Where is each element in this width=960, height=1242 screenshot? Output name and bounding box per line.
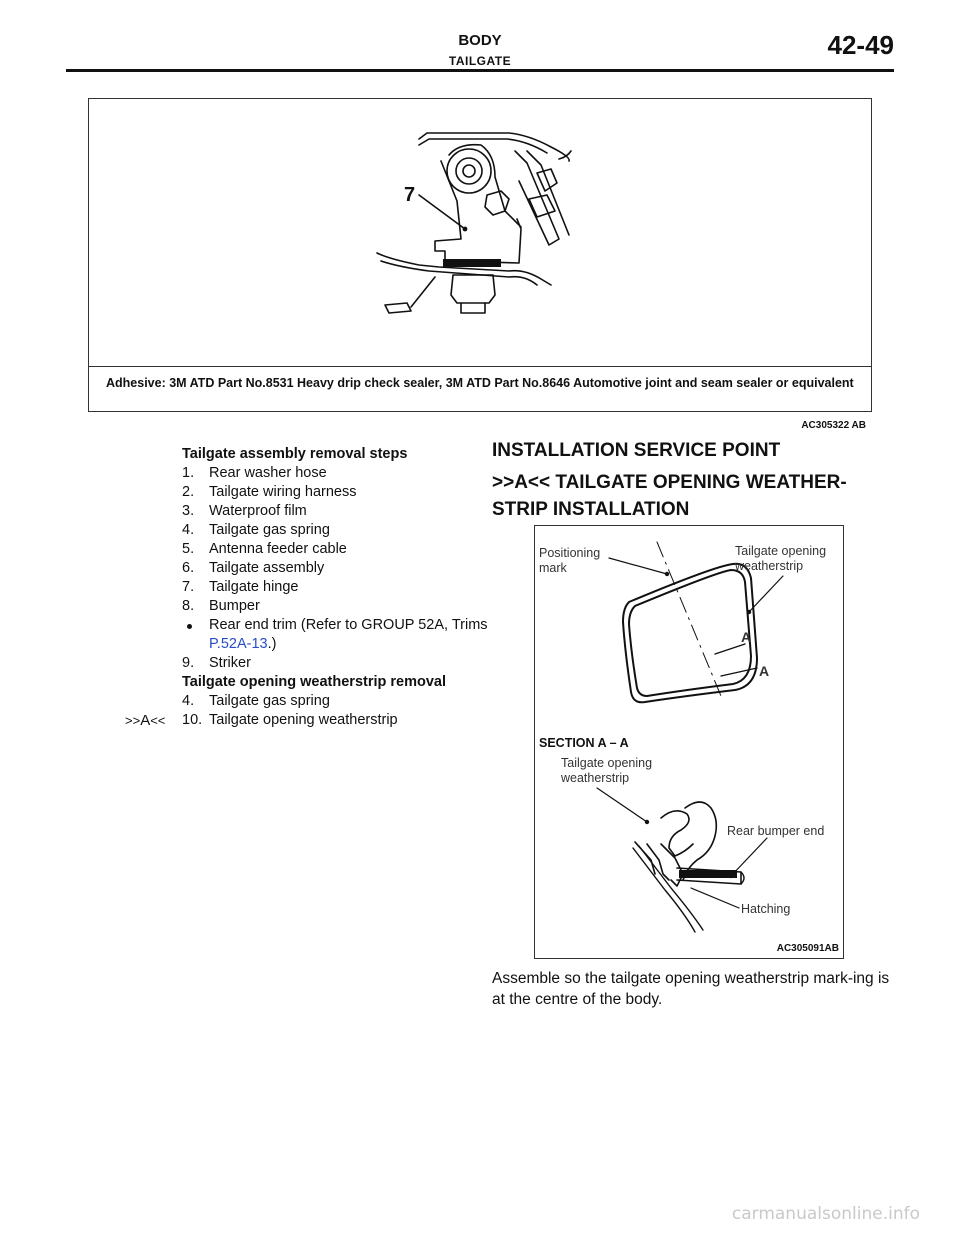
list-item: 1. Rear washer hose bbox=[182, 465, 327, 481]
label-positioning-mark: Positioning mark bbox=[539, 546, 601, 575]
watermark: carmanualsonline.info bbox=[731, 1204, 920, 1224]
weatherstrip-figure bbox=[534, 525, 844, 959]
reference-link[interactable]: P.52A-13 bbox=[209, 636, 268, 652]
section-title: BODY bbox=[458, 32, 502, 49]
installation-instruction: Assemble so the tailgate opening weatherstrip mark-ing is at the centre of the body. bbox=[492, 970, 890, 1008]
header-rule bbox=[66, 69, 894, 72]
bullet-item: Rear end trim (Refer to GROUP 52A, Trims P.52A-13.) bbox=[182, 616, 482, 654]
list-item: 6. Tailgate assembly bbox=[182, 560, 325, 576]
removal-steps bbox=[125, 445, 488, 730]
figure-code: AC305322 AB bbox=[801, 420, 866, 431]
list-item: 5. Antenna feeder cable bbox=[182, 541, 347, 557]
list-item: 2. Tailgate wiring harness bbox=[182, 484, 357, 500]
adhesive-caption: Adhesive: 3M ATD Part No.8531 Heavy drip check sealer, 3M ATD Part No.8646 Automotive joint and seam sealer or equivalent bbox=[88, 366, 872, 412]
installation-subheading: >>A<< TAILGATE OPENING WEATHER-STRIP INSTALLATION bbox=[492, 472, 847, 520]
label-section-a-2: A bbox=[759, 663, 770, 679]
label-section-a-a: SECTION A – A bbox=[539, 736, 629, 750]
label-section-a-1: A bbox=[741, 629, 752, 645]
label-weatherstrip-top: Tailgate opening weatherstrip bbox=[735, 544, 827, 573]
list-item: 7. Tailgate hinge bbox=[182, 579, 299, 595]
subsection-title: TAILGATE bbox=[448, 54, 512, 68]
label-rear-bumper-end: Rear bumper end bbox=[727, 824, 825, 838]
list-item: 4. Tailgate gas spring bbox=[182, 522, 330, 538]
installation-heading: INSTALLATION SERVICE POINT bbox=[492, 440, 781, 461]
service-point-marker: >>A<< bbox=[125, 712, 166, 729]
bullet-dot bbox=[187, 624, 192, 629]
removal-steps-title-2: Tailgate opening weatherstrip removal bbox=[182, 674, 447, 690]
label-hatching: Hatching bbox=[741, 902, 791, 916]
removal-steps-title: Tailgate assembly removal steps bbox=[182, 446, 408, 462]
list-item: 8. Bumper bbox=[182, 598, 260, 614]
label-weatherstrip-section: Tailgate opening weatherstrip bbox=[561, 756, 653, 785]
list-item: 4. Tailgate gas spring bbox=[182, 693, 330, 709]
figure-code: AC305091AB bbox=[776, 943, 839, 954]
list-item: 9. Striker bbox=[182, 655, 251, 671]
callout-7: 7 bbox=[404, 184, 416, 206]
page-number: 42-49 bbox=[827, 30, 894, 60]
list-item: 3. Waterproof film bbox=[182, 503, 307, 519]
hinge-figure bbox=[88, 98, 872, 412]
list-item: >>A<< 10. Tailgate opening weatherstrip bbox=[125, 712, 398, 729]
hinge-illustration bbox=[89, 99, 871, 367]
